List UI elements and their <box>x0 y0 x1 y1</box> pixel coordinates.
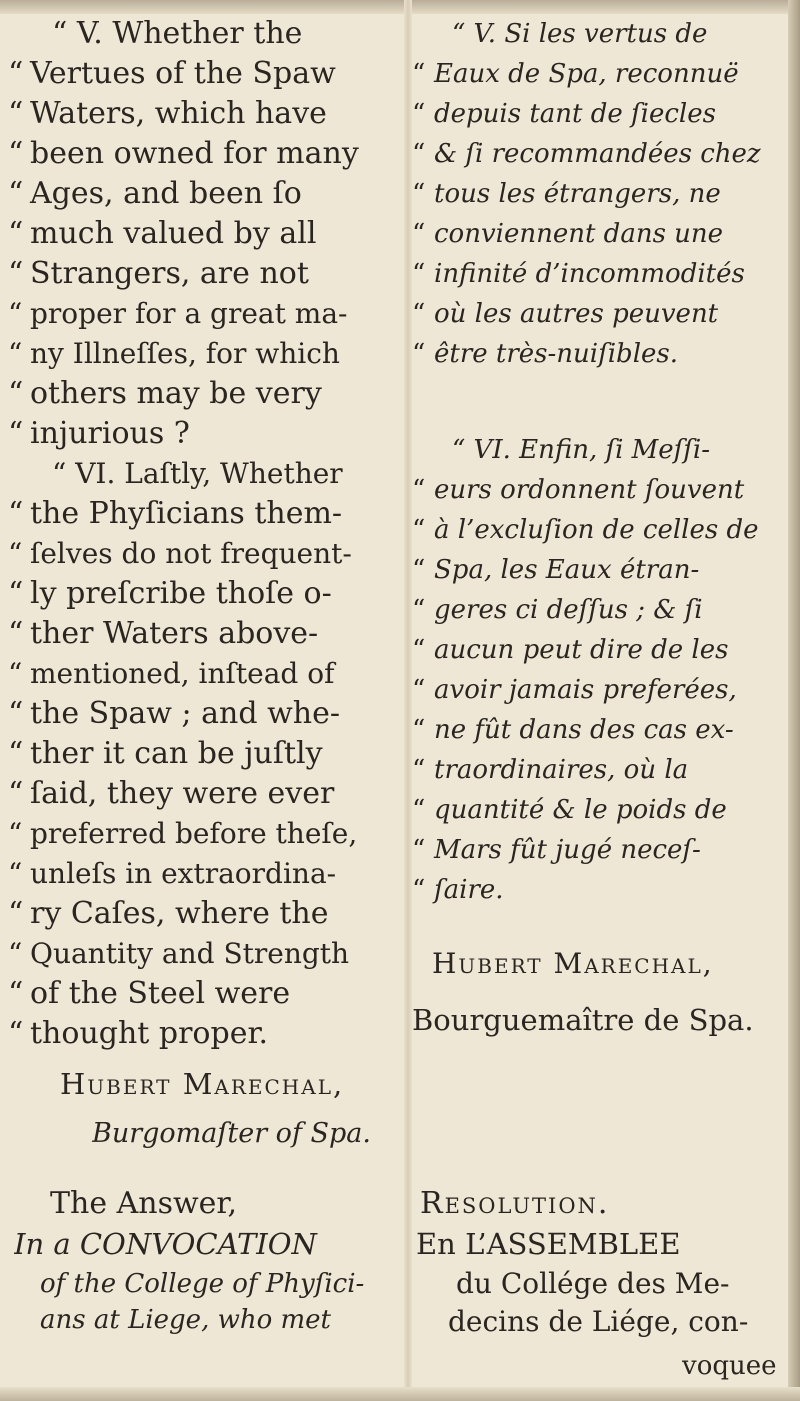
text-line: “ traordinaires, où la <box>412 755 689 785</box>
text-line: “ injurious ? <box>8 416 190 451</box>
text-line: “ ther Waters above- <box>8 616 319 651</box>
text-line: “ ny Illneſſes, for which <box>8 337 340 370</box>
text-line: “ Mars fût jugé neceſ- <box>412 835 701 865</box>
text-line: “ V. Whether the <box>52 16 303 51</box>
text-line: “ & ſi recommandées chez <box>412 139 761 169</box>
text-line: “ the Phyſicians them- <box>8 496 343 531</box>
text-line: “ être très-nuiſibles. <box>412 339 679 369</box>
text-line: “ much valued by all <box>8 216 317 251</box>
text-line: “ of the Steel were <box>8 976 291 1011</box>
page-bottom-edge <box>0 1387 800 1401</box>
college-line: of the College of Phyſici- <box>40 1269 365 1299</box>
text-line: “ ry Caſes, where the <box>8 896 329 931</box>
text-line: “ Vertues of the Spaw <box>8 56 336 91</box>
text-line: “ Quantity and Strength <box>8 937 350 970</box>
college-line: ans at Liege, who met <box>40 1305 332 1335</box>
text-line: “ proper for a great ma- <box>8 297 348 330</box>
text-line: “ Ages, and been ſo <box>8 176 302 211</box>
convocation-heading: In a CONVOCATION <box>14 1227 317 1261</box>
text-line: “ thought proper. <box>8 1016 269 1051</box>
text-line: “ depuis tant de ſiecles <box>412 99 716 129</box>
text-line: “ ne fût dans des cas ex- <box>412 715 734 745</box>
college-line: du Collége des Me- <box>456 1267 730 1300</box>
text-line: “ ſaire. <box>412 875 504 905</box>
text-line: “ been owned for many <box>8 136 359 171</box>
text-line: “ à l’excluſion de celles de <box>412 515 759 545</box>
text-line: “ ſaid, they were ever <box>8 776 335 811</box>
text-line: “ quantité & le poids de <box>412 795 727 825</box>
text-line: “ ſelves do not frequent- <box>8 537 352 570</box>
college-line: decins de Liége, con- <box>448 1305 749 1338</box>
college-line: voquee <box>682 1351 777 1381</box>
text-line: “ eurs ordonnent ſouvent <box>412 475 745 505</box>
text-line: “ others may be very <box>8 376 322 411</box>
assembly-heading: En L’ASSEMBLEE <box>416 1227 681 1261</box>
text-line: “ ly preſcribe thoſe o- <box>8 576 332 611</box>
text-line: “ geres ci deſſus ; & ſi <box>412 595 703 625</box>
text-line: “ où les autres peuvent <box>412 299 719 329</box>
answer-heading: The Answer, <box>50 1186 238 1221</box>
text-line: “ Spa, les Eaux étran- <box>412 555 700 585</box>
text-line: “ infinité d’incommodités <box>412 259 745 289</box>
text-line: “ V. Si les vertus de <box>452 19 708 49</box>
text-line: “ VI. Enfin, ſi Meſſi- <box>452 435 711 465</box>
text-line: “ Waters, which have <box>8 96 327 131</box>
text-line: “ the Spaw ; and whe- <box>8 696 341 731</box>
text-line: “ VI. Laſtly, Whether <box>52 457 343 490</box>
signature-name: Hubert Marechal, <box>432 947 714 980</box>
column-gutter <box>404 0 412 1401</box>
text-line: “ tous les étrangers, ne <box>412 179 721 209</box>
signature-name: Hubert Marechal, <box>60 1067 345 1101</box>
signature-title: Burgomaſter of Spa. <box>92 1118 371 1149</box>
text-line: “ mentioned, inſtead of <box>8 657 335 690</box>
text-line: “ aucun peut dire de les <box>412 635 729 665</box>
text-line: “ preferred before theſe, <box>8 817 358 850</box>
french-column <box>412 0 800 1401</box>
text-line: “ avoir jamais preferées, <box>412 675 737 705</box>
signature-title: Bourguemaître de Spa. <box>412 1003 754 1037</box>
text-line: “ Eaux de Spa, reconnuë <box>412 59 739 89</box>
text-line: “ unleſs in extraordina- <box>8 857 337 890</box>
resolution-heading: Resolution. <box>420 1186 610 1221</box>
text-line: “ ther it can be juſtly <box>8 736 323 771</box>
text-line: “ conviennent dans une <box>412 219 724 249</box>
text-line: “ Strangers, are not <box>8 256 309 291</box>
